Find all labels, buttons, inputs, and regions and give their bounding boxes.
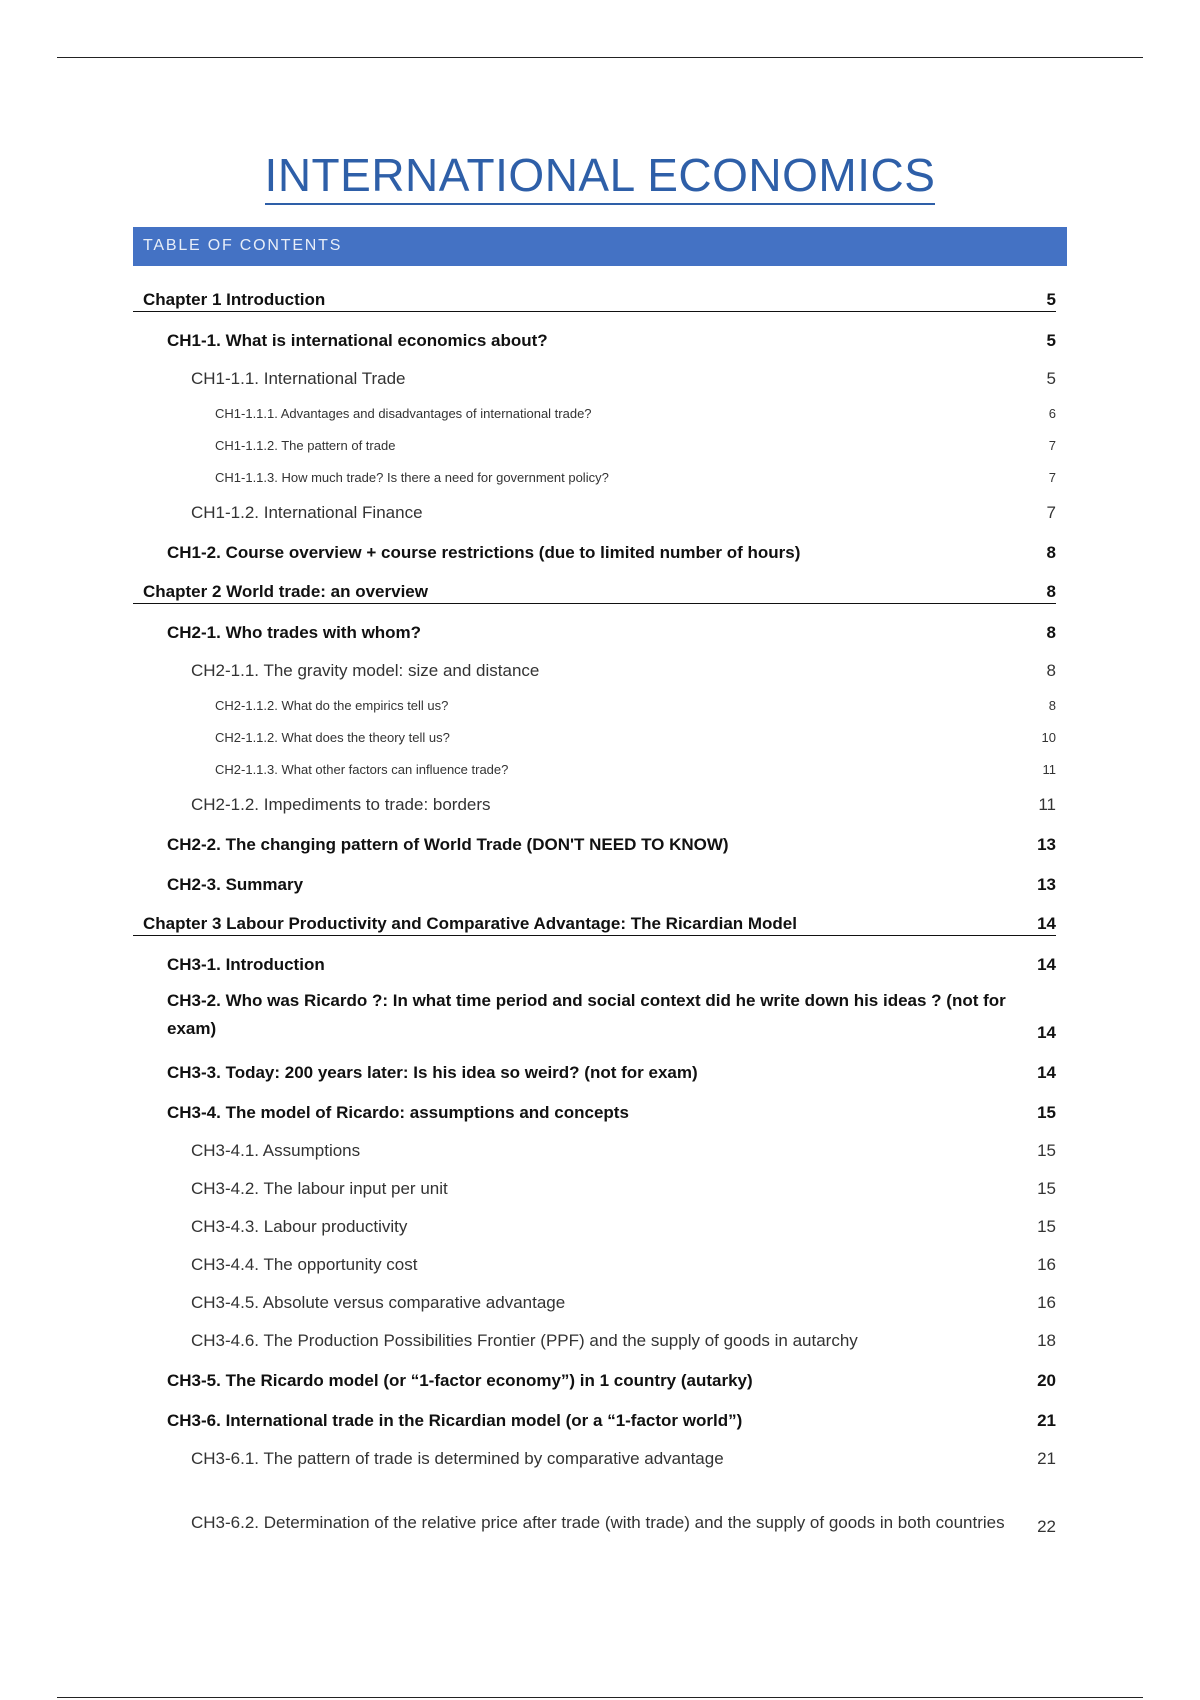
- toc-entry-page: 5: [1046, 369, 1056, 388]
- toc-entry-page: 8: [1046, 543, 1056, 562]
- toc-entry-page: 5: [1046, 290, 1056, 309]
- toc-entry-title: CH2-3. Summary: [167, 875, 304, 894]
- toc-entry[interactable]: [133, 524, 1056, 564]
- toc-entry-title: CH3-4.5. Absolute versus comparative advantage: [191, 1293, 566, 1312]
- toc-entry[interactable]: [133, 1044, 1056, 1084]
- toc-entry-title: Chapter 1 Introduction: [143, 290, 326, 309]
- toc-entry-title: CH2-1.1.2. What do the empirics tell us?: [215, 698, 449, 713]
- toc-entry[interactable]: [133, 1352, 1056, 1392]
- toc-entry[interactable]: [133, 1124, 1056, 1162]
- toc-entry-page: 11: [1038, 795, 1056, 814]
- toc-entry-title: CH3-6. International trade in the Ricardian model (or a “1-factor world”): [167, 1411, 743, 1430]
- toc-entry-page: 13: [1037, 835, 1056, 854]
- toc-entry-title: CH3-4.4. The opportunity cost: [191, 1255, 418, 1274]
- toc-entry-title: CH1-1.1. International Trade: [191, 369, 406, 388]
- toc-entry[interactable]: [133, 564, 1056, 604]
- top-rule: [57, 57, 1143, 58]
- toc-entry[interactable]: [133, 778, 1056, 816]
- toc-entry-page: 14: [1037, 955, 1056, 974]
- toc-entry-title: CH2-1.1.2. What does the theory tell us?: [215, 730, 450, 745]
- toc-entry-page: 8: [1046, 582, 1056, 601]
- toc-entry[interactable]: [133, 1314, 1056, 1352]
- bottom-rule: [57, 1697, 1143, 1698]
- toc-entry-title: CH1-1.1.3. How much trade? Is there a need for government policy?: [215, 470, 609, 485]
- toc-entry-page: 14: [1037, 914, 1056, 933]
- toc-entry[interactable]: [133, 1084, 1056, 1124]
- toc-entry-page: 15: [1037, 1141, 1056, 1160]
- toc-entry[interactable]: [133, 746, 1056, 778]
- toc-entry-page: 8: [1046, 661, 1056, 680]
- toc-entry[interactable]: [133, 486, 1056, 524]
- toc-entry-title: CH1-2. Course overview + course restrictions (due to limited number of hours): [167, 543, 801, 562]
- toc-entry[interactable]: [133, 682, 1056, 714]
- toc-entry-page: 8: [1046, 623, 1056, 642]
- toc-entry-title: CH2-2. The changing pattern of World Trade (DON'T NEED TO KNOW): [167, 835, 729, 854]
- toc-entry-page: 7: [1048, 438, 1056, 453]
- toc-entry-title: CH1-1. What is international economics about?: [167, 331, 548, 350]
- toc-entry-title: CH3-4.2. The labour input per unit: [191, 1179, 448, 1198]
- toc-entry-page: 18: [1037, 1331, 1056, 1350]
- toc-entry-title: CH3-4.1. Assumptions: [191, 1141, 361, 1160]
- document-title: INTERNATIONAL ECONOMICS: [0, 148, 1200, 202]
- toc-entry[interactable]: [133, 1238, 1056, 1276]
- toc-entry-title: CH1-1.2. International Finance: [191, 503, 423, 522]
- toc-header: TABLE OF CONTENTS: [133, 227, 1067, 266]
- toc-entry[interactable]: [133, 816, 1056, 856]
- toc-entry-title: Chapter 2 World trade: an overview: [143, 582, 428, 601]
- toc-entry[interactable]: [133, 1432, 1056, 1470]
- toc-entry-page: 13: [1037, 875, 1056, 894]
- toc-entry[interactable]: [133, 604, 1056, 644]
- toc-entry-title: CH3-6.1. The pattern of trade is determined by comparative advantage: [191, 1449, 724, 1468]
- toc-entry[interactable]: [133, 644, 1056, 682]
- toc-entry-page: 14: [1037, 1063, 1056, 1082]
- toc-entry[interactable]: [133, 1162, 1056, 1200]
- toc-entry-title: CH3-6.2. Determination of the relative price after trade (with trade) and the supply of goods in both countries: [191, 1513, 1005, 1532]
- toc-entry[interactable]: [133, 1392, 1056, 1432]
- toc-entry-page: 20: [1037, 1371, 1056, 1390]
- toc-entry-page: 16: [1037, 1293, 1056, 1312]
- toc-entry[interactable]: [133, 272, 1056, 312]
- toc-entry[interactable]: [133, 1470, 1056, 1538]
- toc-entry[interactable]: [133, 1276, 1056, 1314]
- toc-entry-title: CH3-1. Introduction: [167, 955, 325, 974]
- toc-entry-title: CH2-1.1.3. What other factors can influence trade?: [215, 762, 509, 777]
- toc-entry-title: CH3-4.6. The Production Possibilities Frontier (PPF) and the supply of goods in autarchy: [191, 1331, 858, 1350]
- toc-entry-page: 8: [1048, 698, 1056, 713]
- toc-entry-page: 16: [1037, 1255, 1056, 1274]
- toc-entry-page: 21: [1037, 1449, 1056, 1468]
- toc-entry[interactable]: [133, 422, 1056, 454]
- toc-entry-page: 11: [1042, 762, 1056, 777]
- toc-entry-title: CH1-1.1.2. The pattern of trade: [215, 438, 396, 453]
- toc-entry-title: CH2-1.2. Impediments to trade: borders: [191, 795, 491, 814]
- toc-entry-title: Chapter 3 Labour Productivity and Comparative Advantage: The Ricardian Model: [143, 914, 797, 933]
- toc-entry-title: CH3-4. The model of Ricardo: assumptions and concepts: [167, 1103, 629, 1122]
- toc-entry[interactable]: [133, 936, 1056, 976]
- toc-entry-page: 22: [1037, 1517, 1056, 1536]
- toc-entry-page: 21: [1037, 1411, 1056, 1430]
- toc-entry-page: 5: [1046, 331, 1056, 350]
- toc-entry-title: CH1-1.1.1. Advantages and disadvantages of international trade?: [215, 406, 592, 421]
- toc-entry-page: 15: [1037, 1217, 1056, 1236]
- toc-entry-title: CH3-2. Who was Ricardo ?: In what time period and social context did he write down his ideas ? (not for exam): [167, 991, 1006, 1038]
- toc-entry-page: 7: [1046, 503, 1056, 522]
- toc-entry-title: CH2-1.1. The gravity model: size and distance: [191, 661, 540, 680]
- toc-entry-title: CH3-4.3. Labour productivity: [191, 1217, 408, 1236]
- toc-entry-page: 15: [1037, 1179, 1056, 1198]
- toc-entry[interactable]: [133, 1200, 1056, 1238]
- toc-entry[interactable]: [133, 714, 1056, 746]
- toc-entry[interactable]: [133, 390, 1056, 422]
- toc-entry-title: CH2-1. Who trades with whom?: [167, 623, 422, 642]
- toc-entry-title: CH3-3. Today: 200 years later: Is his idea so weird? (not for exam): [167, 1063, 698, 1082]
- toc-entry[interactable]: [133, 976, 1056, 1044]
- toc-entry-page: 6: [1048, 406, 1056, 421]
- toc-entry-page: 10: [1041, 730, 1056, 745]
- toc-entry-page: 14: [1037, 1023, 1056, 1042]
- toc-entry[interactable]: [133, 312, 1056, 352]
- toc-entry-page: 7: [1048, 470, 1056, 485]
- toc-entry[interactable]: [133, 856, 1056, 896]
- toc-entry[interactable]: [133, 896, 1056, 936]
- toc-entry[interactable]: [133, 352, 1056, 390]
- toc-list: [133, 272, 1056, 1538]
- toc-entry-page: 15: [1037, 1103, 1056, 1122]
- toc-entry[interactable]: [133, 454, 1056, 486]
- toc-entry-title: CH3-5. The Ricardo model (or “1-factor economy”) in 1 country (autarky): [167, 1371, 753, 1390]
